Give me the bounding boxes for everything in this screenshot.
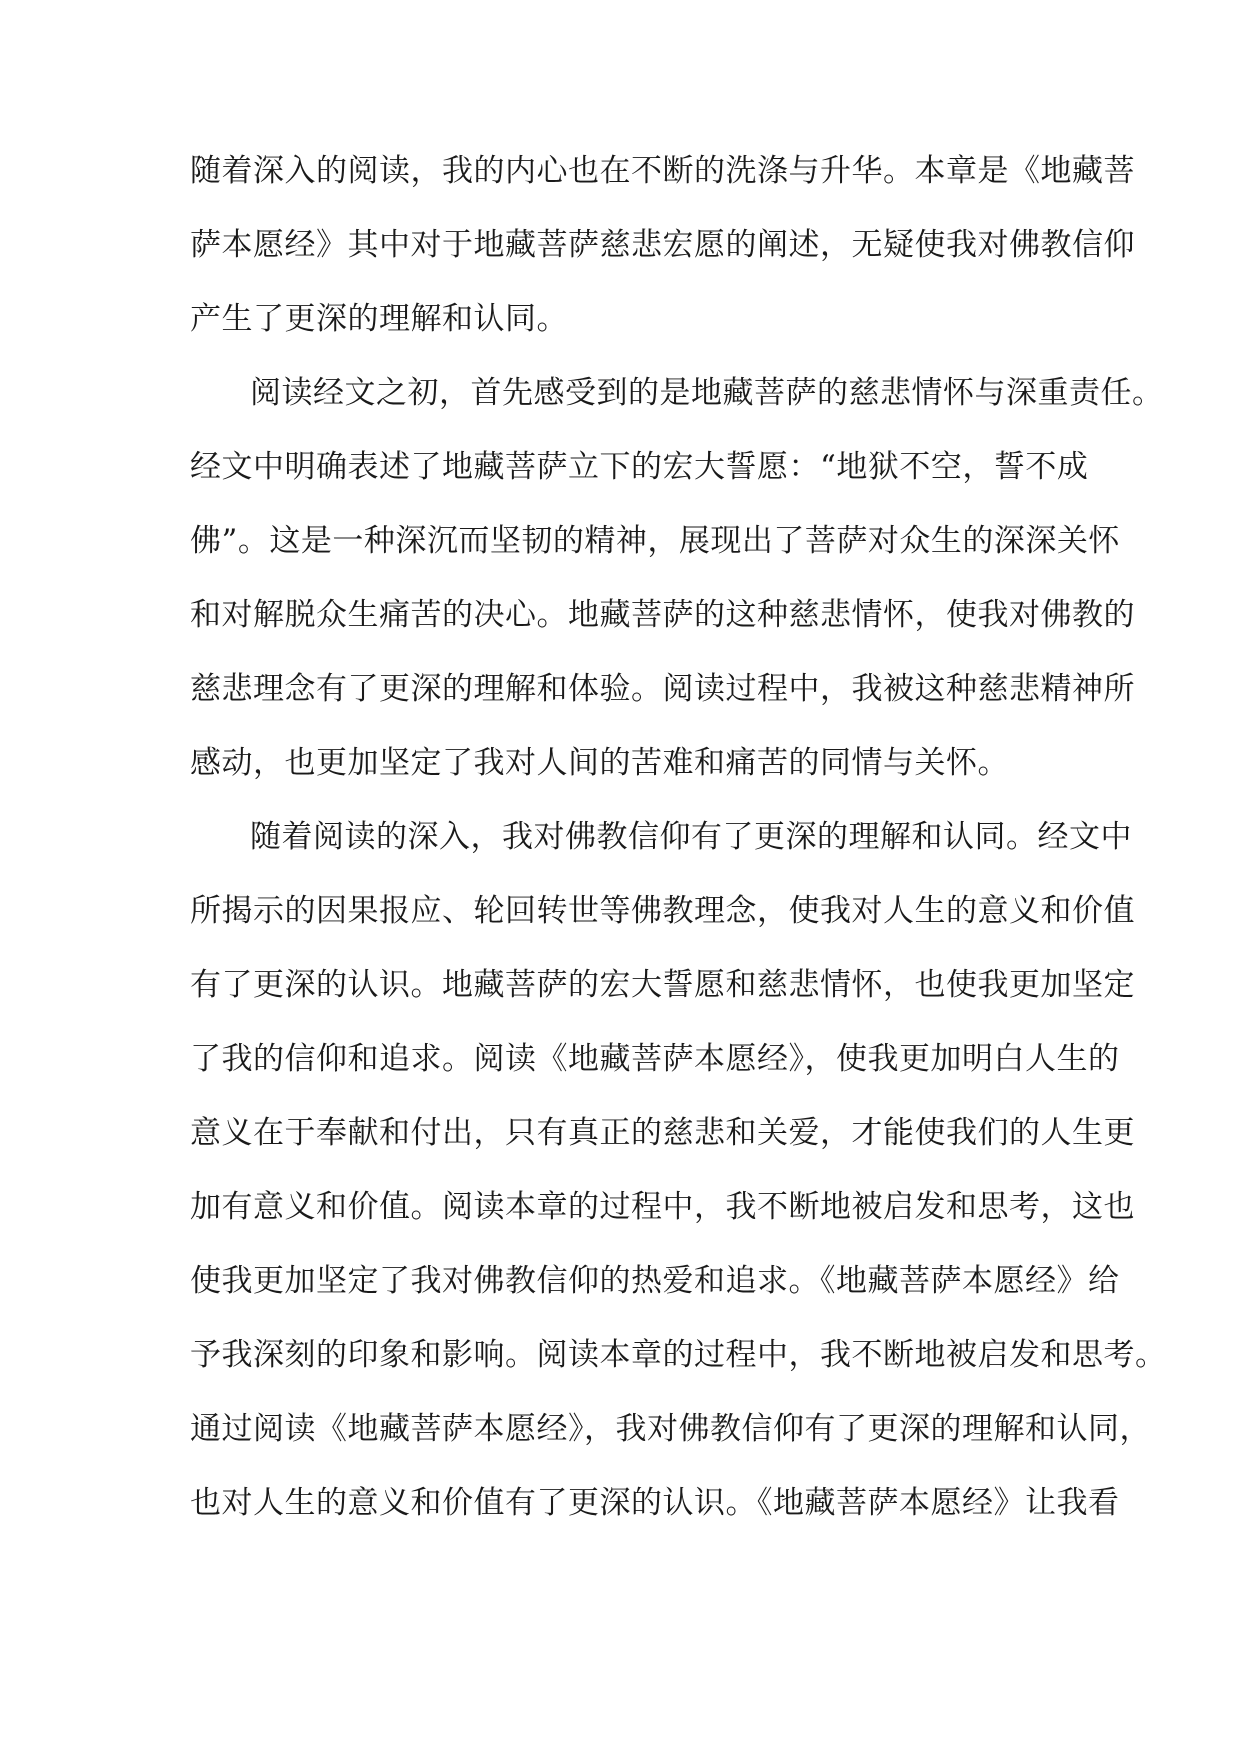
paragraph-3-line-9: 通过阅读《地藏菩萨本愿经》，我对佛教信仰有了更深的理解和认同， <box>190 1411 1151 1447</box>
paragraph-3-line-7: 使我更加坚定了我对佛教信仰的热爱和追求。《地藏菩萨本愿经》给 <box>190 1263 1120 1299</box>
paragraph-2-line-5: 慈悲理念有了更深的理解和体验。阅读过程中，我被这种慈悲精神所 <box>190 671 1135 707</box>
paragraph-2-line-1: 阅读经文之初，首先感受到的是地藏菩萨的慈悲情怀与深重责任。 <box>250 375 1164 411</box>
document-body <box>190 145 1167 1551</box>
paragraph-1-line-3: 产生了更深的理解和认同。 <box>190 301 568 337</box>
paragraph-3-line-3: 有了更深的认识。地藏菩萨的宏大誓愿和慈悲情怀，也使我更加坚定 <box>190 967 1135 1003</box>
paragraph-1-line-1: 随着深入的阅读，我的内心也在不断的洗涤与升华。本章是《地藏菩 <box>190 153 1135 189</box>
paragraph-3-line-10: 也对人生的意义和价值有了更深的认识。《地藏菩萨本愿经》让我看 <box>190 1485 1120 1521</box>
paragraph-3-line-5: 意义在于奉献和付出，只有真正的慈悲和关爱，才能使我们的人生更 <box>190 1115 1135 1151</box>
paragraph-2-line-3: 佛”。这是一种深沉而坚韧的精神，展现出了菩萨对众生的深深关怀 <box>190 523 1120 559</box>
paragraph-1-line-2: 萨本愿经》其中对于地藏菩萨慈悲宏愿的阐述，无疑使我对佛教信仰 <box>190 227 1135 263</box>
paragraph-2-line-2: 经文中明确表述了地藏菩萨立下的宏大誓愿：“地狱不空，誓不成 <box>190 449 1089 485</box>
paragraph-3-line-2: 所揭示的因果报应、轮回转世等佛教理念，使我对人生的意义和价值 <box>190 893 1135 929</box>
paragraph-3-line-6: 加有意义和价值。阅读本章的过程中，我不断地被启发和思考，这也 <box>190 1189 1135 1225</box>
paragraph-2-line-4: 和对解脱众生痛苦的决心。地藏菩萨的这种慈悲情怀，使我对佛教的 <box>190 597 1135 633</box>
paragraph-3-line-4: 了我的信仰和追求。阅读《地藏菩萨本愿经》，使我更加明白人生的 <box>190 1041 1120 1077</box>
paragraph-3-line-1: 随着阅读的深入，我对佛教信仰有了更深的理解和认同。经文中 <box>250 819 1132 855</box>
paragraph-2-line-6: 感动，也更加坚定了我对人间的苦难和痛苦的同情与关怀。 <box>190 745 1009 781</box>
paragraph-3-line-8: 予我深刻的印象和影响。阅读本章的过程中，我不断地被启发和思考。 <box>190 1337 1167 1373</box>
